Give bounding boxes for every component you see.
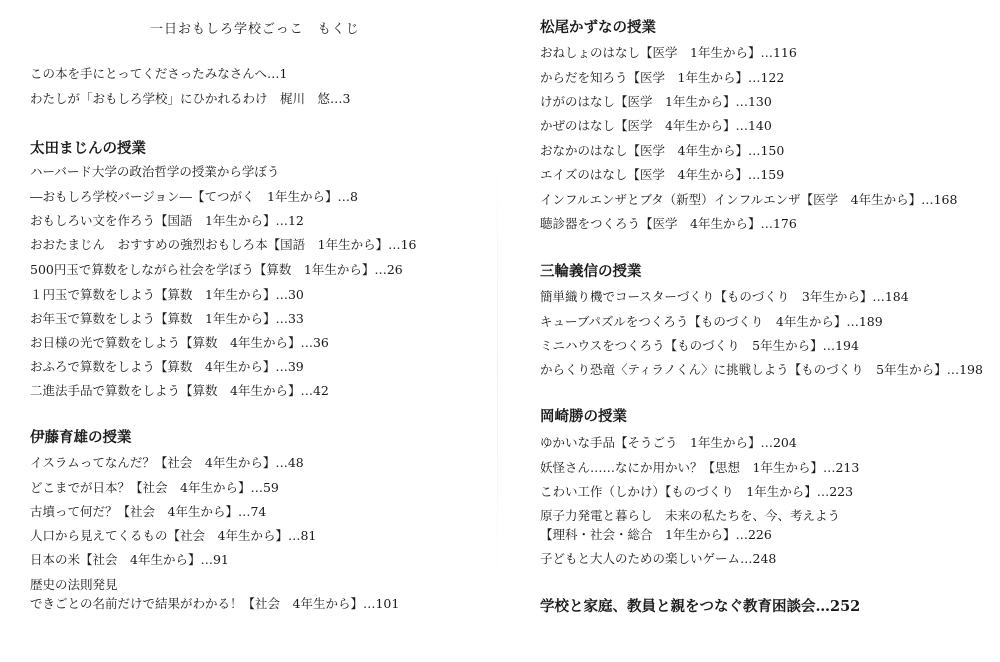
toc-item: 妖怪さん……なにか用かい？【思想 1年生から】…213 [540,460,860,475]
section-heading: 伊藤育雄の授業 [30,429,132,446]
toc-item: キューブパズルをつくろう【ものづくり 4年生から】…189 [540,314,883,329]
page-title: 一日おもしろ学校ごっこ もくじ [150,22,360,37]
toc-item: 500円玉で算数をしながら社会を学ぼう【算数 1年生から】…26 [30,262,403,277]
toc-item: インフルエンザとブタ（新型）インフルエンザ【医学 4年生から】…168 [540,192,958,207]
toc-item: ミニハウスをつくろう【ものづくり 5年生から】…194 [540,338,859,353]
toc-item: 日本の米【社会 4年生から】…91 [30,552,229,567]
toc-item: 子どもと大人のための楽しいゲーム…248 [540,551,777,566]
toc-item: 古墳って何だ？【社会 4年生から】…74 [30,504,267,519]
toc-item: おねしょのはなし【医学 1年生から】…116 [540,45,797,60]
toc-item: 原子力発電と暮らし 未来の私たちを、今、考えよう [540,508,841,523]
toc-item: からだを知ろう【医学 1年生から】…122 [540,70,785,85]
toc-intro-item: この本を手にとってくださったみなさんへ…1 [30,66,288,81]
section-heading: 太田まじんの授業 [30,140,146,157]
toc-item: お年玉で算数をしよう【算数 1年生から】…33 [30,311,304,326]
toc-item: できごとの名前だけで結果がわかる！【社会 4年生から】…101 [30,596,400,611]
page-gutter [497,140,498,600]
toc-item: ハーバード大学の政治哲学の授業から学ぼう [30,164,280,179]
toc-item: からくり恐竜〈ティラノくん〉に挑戦しよう【ものづくり 5年生から】…198 [540,362,983,377]
toc-item: けがのはなし【医学 1年生から】…130 [540,94,772,109]
closing-heading: 学校と家庭、教員と親をつなぐ教育困談会…252 [540,598,861,615]
toc-item: エイズのはなし【医学 4年生から】…159 [540,167,785,182]
toc-item: イスラムってなんだ？【社会 4年生から】…48 [30,455,304,470]
toc-intro-item: わたしが「おもしろ学校」にひかれるわけ 梶川 悠…3 [30,91,351,106]
section-heading: 岡崎勝の授業 [540,408,627,425]
toc-item: １円玉で算数をしよう【算数 1年生から】…30 [30,287,304,302]
toc-item: おなかのはなし【医学 4年生から】…150 [540,143,785,158]
toc-item: どこまでが日本？【社会 4年生から】…59 [30,480,279,495]
toc-item: ゆかいな手品【そうごう 1年生から】…204 [540,435,797,450]
section-heading: 三輪義信の授業 [540,263,642,280]
toc-item: ―おもしろ学校バージョン―【てつがく 1年生から】…8 [30,189,358,204]
toc-item: おふろで算数をしよう【算数 4年生から】…39 [30,359,304,374]
toc-item: かぜのはなし【医学 4年生から】…140 [540,118,772,133]
toc-item: お日様の光で算数をしよう【算数 4年生から】…36 [30,335,329,350]
toc-item: 簡単織り機でコースターづくり【ものづくり 3年生から】…184 [540,289,909,304]
toc-item: 歴史の法則発見 [30,577,118,592]
toc-item: 二進法手品で算数をしよう【算数 4年生から】…42 [30,383,329,398]
toc-item: 人口から見えてくるもの【社会 4年生から】…81 [30,528,317,543]
section-heading: 松尾かずなの授業 [540,19,656,36]
toc-item: おおたまじん おすすめの強烈おもしろ本【国語 1年生から】…16 [30,237,417,252]
toc-item: おもしろい文を作ろう【国語 1年生から】…12 [30,213,304,228]
toc-item: 聴診器をつくろう【医学 4年生から】…176 [540,216,797,231]
toc-item: こわい工作（しかけ）【ものづくり 1年生から】…223 [540,484,854,499]
toc-item: 【理科・社会・総合 1年生から】…226 [540,527,772,542]
